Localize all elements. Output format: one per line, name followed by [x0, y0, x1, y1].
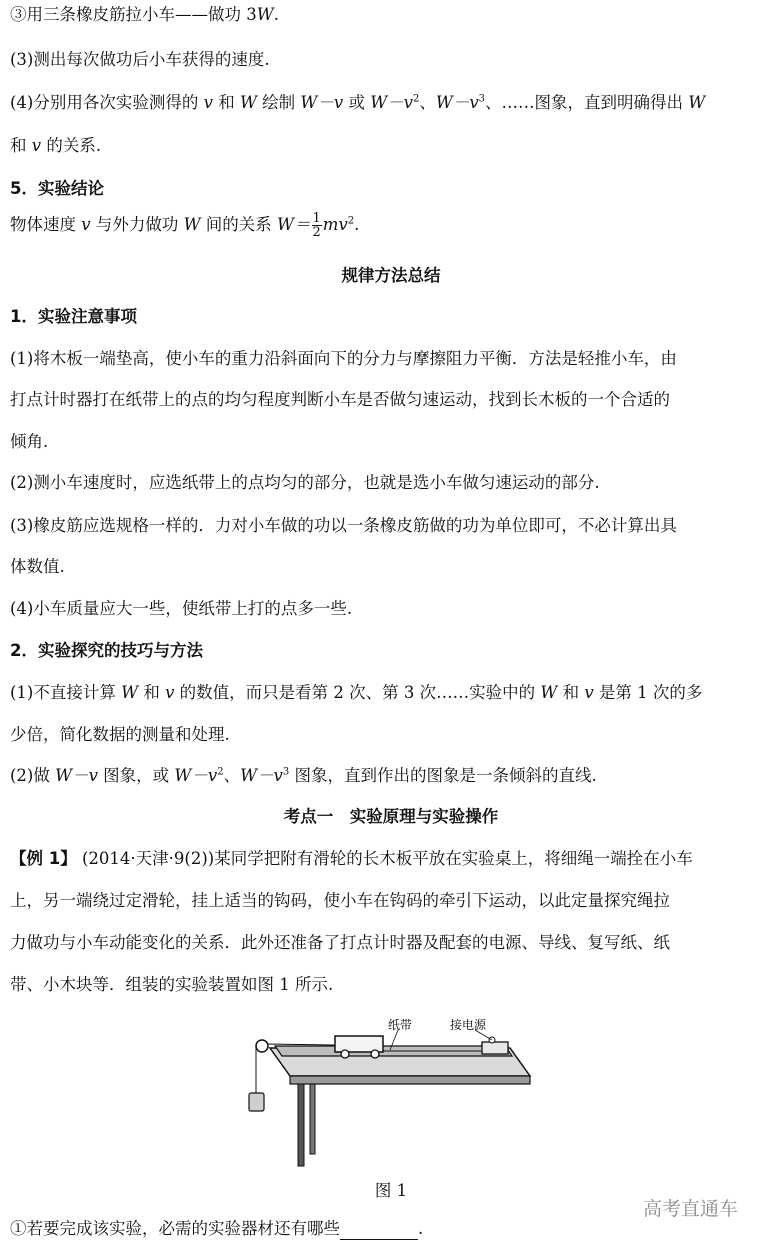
section-title-methods-text: 规律方法总结 [341, 266, 441, 285]
text: (4)分别用各次实验测得的 [10, 93, 204, 112]
apparatus-drawing [240, 1018, 540, 1168]
step-measure-speed [10, 49, 772, 71]
text: 带、小木块等．组装的实验装置如图 1 所示. [10, 975, 334, 994]
var-v: v [81, 215, 91, 234]
text: (2)测小车速度时，应选纸带上的点均匀的部分，也就是选小车做匀速运动的部分. [10, 473, 600, 492]
expr-W-v: W－v [300, 93, 344, 112]
step-plot-line-1 [10, 92, 772, 114]
text: (4)小车质量应大一些，使纸带上打的点多一些. [10, 599, 353, 618]
technique-2 [10, 765, 772, 787]
figure-1-apparatus [240, 1018, 540, 1168]
conclusion-line [10, 212, 772, 239]
var-W: W [256, 5, 274, 24]
period: . [273, 5, 279, 24]
text: 和 [10, 136, 32, 155]
text: 、 [223, 766, 241, 785]
text: 的数值，而只是看第 2 次、第 3 次……实验中的 [174, 683, 541, 702]
section-title-methods [0, 265, 782, 287]
sup-2: 2 [412, 93, 420, 105]
answer-blank[interactable] [340, 1223, 418, 1240]
technique-1a [10, 682, 772, 704]
text: 力做功与小车动能变化的关系．此外还准备了打点计时器及配套的电源、导线、复写纸、纸 [10, 933, 670, 952]
question-1-line [10, 1218, 772, 1240]
text: 体数值. [10, 557, 65, 576]
technique-1b [10, 724, 772, 746]
text: 和 [138, 683, 166, 702]
text: 间的关系 [200, 215, 278, 234]
heading-precautions-text: 1．实验注意事项 [10, 307, 137, 326]
var-W: W [688, 93, 706, 112]
formula-mv: mv [322, 215, 348, 234]
text: 图象，直到作出的图象是一条倾斜的直线. [289, 766, 597, 785]
text: 或 [343, 93, 371, 112]
formula-W-eq: W＝ [277, 215, 311, 234]
example-1b [10, 890, 772, 912]
text: (2014·天津·9(2))某同学把附有滑轮的长木板平放在实验桌上，将细绳一端拴在小车 [76, 849, 693, 868]
precaution-1a [10, 348, 772, 370]
period: . [354, 215, 360, 234]
frac-den: 2 [312, 225, 321, 240]
heading-conclusion-text: 5．实验结论 [10, 179, 104, 198]
example-1c [10, 932, 772, 954]
var-W: W [239, 93, 257, 112]
precaution-1c [10, 431, 772, 453]
example-1d [10, 974, 772, 996]
text: (3)橡皮筋应选规格一样的．力对小车做的功以一条橡皮筋做的功为单位即可，不必计算出具 [10, 516, 677, 535]
heading-techniques-text: 2．实验探究的技巧与方法 [10, 641, 203, 660]
precaution-3a [10, 515, 772, 537]
var-v: v [165, 683, 175, 702]
precaution-4 [10, 598, 772, 620]
label-paper-tape: 纸带 [388, 1018, 413, 1032]
expr-W-v2: W－v [174, 766, 218, 785]
sup-3: 3 [478, 93, 486, 105]
precaution-1b [10, 389, 772, 411]
text: 图象，或 [97, 766, 175, 785]
sup-3: 3 [282, 766, 290, 778]
sup-2: 2 [347, 215, 355, 227]
frac-num: 1 [312, 211, 321, 226]
heading-techniques [10, 640, 772, 662]
step-3-text: ③用三条橡皮筋拉小车——做功 3 [10, 5, 257, 24]
section-title-topic-1 [0, 806, 782, 828]
text: (1)将木板一端垫高，使小车的重力沿斜面向下的分力与摩擦阻力平衡．方法是轻推小车，由 [10, 349, 677, 368]
step-plot-line-2 [10, 135, 772, 157]
label-power-source: 接电源 [450, 1018, 487, 1032]
text: 倾角. [10, 432, 49, 451]
text: (1)不直接计算 [10, 683, 122, 702]
text: 和 [212, 93, 240, 112]
section-title-topic-1-text: 考点一 实验原理与实验操作 [283, 807, 499, 826]
step-3-line [10, 4, 772, 26]
text: 与外力做功 [90, 215, 184, 234]
expr-W-v3: W－v [240, 766, 283, 785]
text: 、……图象，直到明确得出 [485, 93, 689, 112]
figure-caption-text: 图 1 [374, 1181, 408, 1200]
expr-W-v: W－v [55, 766, 98, 785]
text: 少倍，简化数据的测量和处理. [10, 725, 230, 744]
text: (2)做 [10, 766, 56, 785]
text: 的关系. [41, 136, 102, 155]
text: 绘制 [256, 93, 301, 112]
var-v: v [584, 683, 594, 702]
question-1-text: ①若要完成该实验，必需的实验器材还有哪些 [10, 1219, 340, 1238]
example-tag: 【例 1】 [10, 849, 77, 868]
expr-W-v3: W－v [435, 93, 479, 112]
var-v: v [203, 93, 213, 112]
precaution-3b [10, 556, 772, 578]
text: 是第 1 次的多 [593, 683, 703, 702]
text: 物体速度 [10, 215, 82, 234]
example-1a [10, 848, 772, 870]
var-W: W [540, 683, 558, 702]
var-W: W [121, 683, 139, 702]
precaution-2 [10, 472, 772, 494]
period: . [418, 1219, 424, 1238]
var-W: W [183, 215, 201, 234]
text: 上，另一端绕过定滑轮，挂上适当的钩码，使小车在钩码的牵引下运动，以此定量探究绳拉 [10, 891, 670, 910]
heading-conclusion [10, 178, 772, 200]
text: 和 [557, 683, 585, 702]
var-v: v [31, 136, 42, 155]
heading-precautions [10, 306, 772, 328]
sup-2: 2 [217, 766, 224, 778]
text: 打点计时器打在纸带上的点的均匀程度判断小车是否做匀速运动，找到长木板的一个合适的 [10, 390, 670, 409]
watermark-logo-text: 高考直通车 [643, 1198, 739, 1220]
expr-W-v2: W－v [370, 93, 413, 112]
text: 、 [419, 93, 436, 112]
fraction-one-half [312, 212, 322, 239]
step-measure-speed-text: (3)测出每次做功后小车获得的速度. [10, 50, 270, 69]
